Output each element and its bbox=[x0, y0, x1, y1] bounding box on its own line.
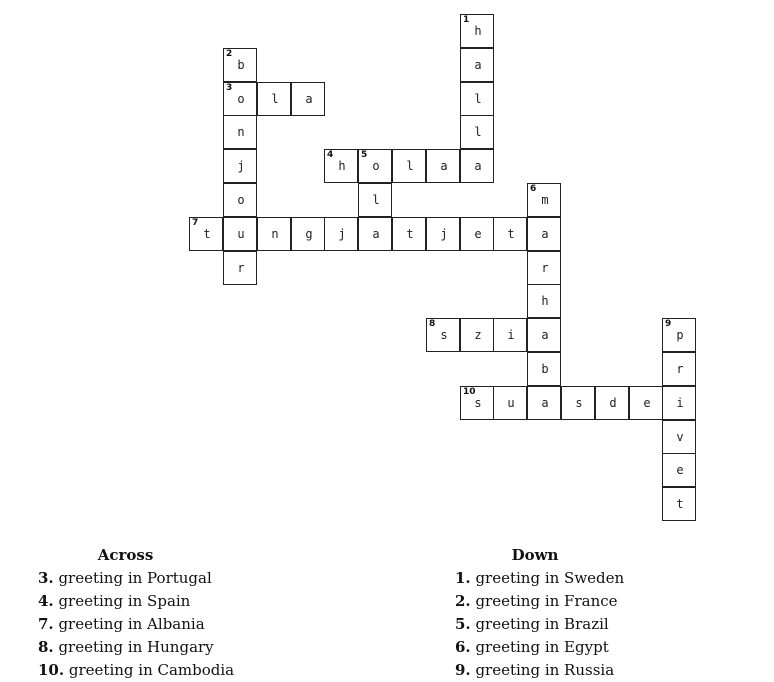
down-clue: 6. greeting in Egypt bbox=[455, 638, 609, 656]
crossword-cell[interactable] bbox=[358, 149, 392, 183]
cell-letter: z bbox=[474, 328, 482, 342]
clue-number: 7 bbox=[192, 218, 199, 228]
crossword-cell[interactable] bbox=[460, 149, 494, 183]
cell-letter: l bbox=[406, 159, 414, 173]
across-clues bbox=[38, 546, 268, 682]
crossword-cell[interactable] bbox=[493, 318, 527, 352]
across-clue: 4. greeting in Spain bbox=[38, 592, 191, 610]
down-clue: 9. greeting in Russia bbox=[455, 661, 615, 679]
cell-letter: a bbox=[541, 396, 549, 410]
cell-letter: a bbox=[541, 227, 549, 241]
cell-letter: n bbox=[237, 125, 245, 139]
clue-number: 8 bbox=[429, 319, 436, 329]
across-clue: 7. greeting in Albania bbox=[38, 615, 205, 633]
cell-letter: a bbox=[541, 328, 549, 342]
cell-letter: t bbox=[676, 497, 684, 511]
cell-letter: o bbox=[237, 92, 245, 106]
crossword-cell[interactable] bbox=[223, 251, 257, 285]
cell-letter: p bbox=[676, 328, 684, 342]
crossword-cell[interactable] bbox=[324, 149, 358, 183]
down-clues bbox=[455, 546, 685, 682]
crossword-cell[interactable] bbox=[662, 318, 696, 352]
crossword-cell[interactable] bbox=[629, 386, 663, 420]
crossword-cell[interactable] bbox=[527, 352, 561, 386]
crossword-cell[interactable] bbox=[426, 217, 460, 251]
cell-letter: s bbox=[440, 328, 448, 342]
crossword-cell[interactable] bbox=[662, 386, 696, 420]
clue-number: 6 bbox=[530, 184, 537, 194]
crossword-cell[interactable] bbox=[527, 386, 561, 420]
crossword-cell[interactable] bbox=[392, 149, 426, 183]
cell-letter: g bbox=[305, 227, 313, 241]
crossword-cell[interactable] bbox=[527, 183, 561, 217]
clue-number: 4 bbox=[327, 150, 334, 160]
crossword-cell[interactable] bbox=[223, 82, 257, 116]
crossword-cell[interactable] bbox=[189, 217, 223, 251]
cell-letter: i bbox=[507, 328, 515, 342]
clue-number: 2 bbox=[226, 49, 233, 59]
cell-letter: t bbox=[406, 227, 414, 241]
cell-letter: t bbox=[507, 227, 515, 241]
crossword-cell[interactable] bbox=[291, 82, 325, 116]
cell-letter: b bbox=[237, 58, 245, 72]
cell-letter: r bbox=[541, 261, 549, 275]
crossword-cell[interactable] bbox=[291, 217, 325, 251]
crossword-cell[interactable] bbox=[392, 217, 426, 251]
clue-number: 9 bbox=[665, 319, 672, 329]
clue-number: 3 bbox=[226, 83, 233, 93]
crossword-cell[interactable] bbox=[223, 183, 257, 217]
cell-letter: h bbox=[474, 24, 482, 38]
cell-letter: n bbox=[271, 227, 279, 241]
cell-letter: a bbox=[305, 92, 313, 106]
crossword-cell[interactable] bbox=[358, 217, 392, 251]
crossword-cell[interactable] bbox=[595, 386, 629, 420]
crossword-cell[interactable] bbox=[662, 420, 696, 454]
crossword-cell[interactable] bbox=[460, 217, 494, 251]
cell-letter: u bbox=[237, 227, 245, 241]
crossword-cell[interactable] bbox=[460, 48, 494, 82]
crossword-cell[interactable] bbox=[257, 82, 291, 116]
cell-letter: a bbox=[474, 159, 482, 173]
crossword-cell[interactable] bbox=[460, 318, 494, 352]
crossword-cell[interactable] bbox=[223, 48, 257, 82]
cell-letter: j bbox=[440, 227, 448, 241]
crossword-cell[interactable] bbox=[493, 386, 527, 420]
cell-letter: u bbox=[507, 396, 515, 410]
down-clue: 1. greeting in Sweden bbox=[455, 569, 625, 587]
cell-letter: a bbox=[474, 58, 482, 72]
crossword-cell[interactable] bbox=[662, 487, 696, 521]
crossword-cell[interactable] bbox=[460, 14, 494, 48]
crossword-cell[interactable] bbox=[662, 352, 696, 386]
cell-letter: s bbox=[575, 396, 583, 410]
clue-number: 5 bbox=[361, 150, 368, 160]
crossword-cell[interactable] bbox=[257, 217, 291, 251]
clue-number: 1 bbox=[463, 15, 470, 25]
crossword-cell[interactable] bbox=[324, 217, 358, 251]
cell-letter: l bbox=[474, 92, 482, 106]
down-clue: 5. greeting in Brazil bbox=[455, 615, 609, 633]
crossword-cell[interactable] bbox=[527, 284, 561, 318]
crossword-cell[interactable] bbox=[527, 318, 561, 352]
cell-letter: a bbox=[440, 159, 448, 173]
cell-letter: o bbox=[372, 159, 380, 173]
cell-letter: v bbox=[676, 430, 684, 444]
crossword-cell[interactable] bbox=[223, 217, 257, 251]
cell-letter: i bbox=[676, 396, 684, 410]
cell-letter: e bbox=[643, 396, 651, 410]
cell-letter: s bbox=[474, 396, 482, 410]
cell-letter: t bbox=[203, 227, 211, 241]
cell-letter: d bbox=[609, 396, 617, 410]
crossword-cell[interactable] bbox=[223, 149, 257, 183]
cell-letter: l bbox=[474, 125, 482, 139]
crossword-cell[interactable] bbox=[561, 386, 595, 420]
crossword-cell[interactable] bbox=[493, 217, 527, 251]
cell-letter: e bbox=[676, 463, 684, 477]
cell-letter: o bbox=[237, 193, 245, 207]
crossword-cell[interactable] bbox=[662, 453, 696, 487]
crossword-cell[interactable] bbox=[460, 386, 494, 420]
across-heading: Across bbox=[97, 546, 154, 564]
crossword-cell[interactable] bbox=[426, 149, 460, 183]
down-heading: Down bbox=[511, 546, 559, 564]
across-clue: 3. greeting in Portugal bbox=[38, 569, 212, 587]
crossword-cell[interactable] bbox=[460, 115, 494, 149]
down-clue: 2. greeting in France bbox=[455, 592, 618, 610]
crossword-cell[interactable] bbox=[358, 183, 392, 217]
cell-letter: h bbox=[338, 159, 346, 173]
cell-letter: h bbox=[541, 294, 549, 308]
clue-number: 10 bbox=[463, 387, 476, 397]
across-clue: 8. greeting in Hungary bbox=[38, 638, 214, 656]
cell-letter: r bbox=[676, 362, 684, 376]
cell-letter: l bbox=[271, 92, 279, 106]
cell-letter: m bbox=[541, 193, 549, 207]
cell-letter: l bbox=[372, 193, 380, 207]
cell-letter: r bbox=[237, 261, 245, 275]
cell-letter: b bbox=[541, 362, 549, 376]
crossword-cell[interactable] bbox=[527, 251, 561, 285]
cell-letter: j bbox=[338, 227, 346, 241]
crossword-cell[interactable] bbox=[527, 217, 561, 251]
cell-letter: j bbox=[237, 159, 245, 173]
crossword-cell[interactable] bbox=[223, 115, 257, 149]
crossword-cell[interactable] bbox=[460, 82, 494, 116]
crossword-cell[interactable] bbox=[426, 318, 460, 352]
across-clue: 10. greeting in Cambodia bbox=[38, 661, 235, 679]
cell-letter: e bbox=[474, 227, 482, 241]
cell-letter: a bbox=[372, 227, 380, 241]
